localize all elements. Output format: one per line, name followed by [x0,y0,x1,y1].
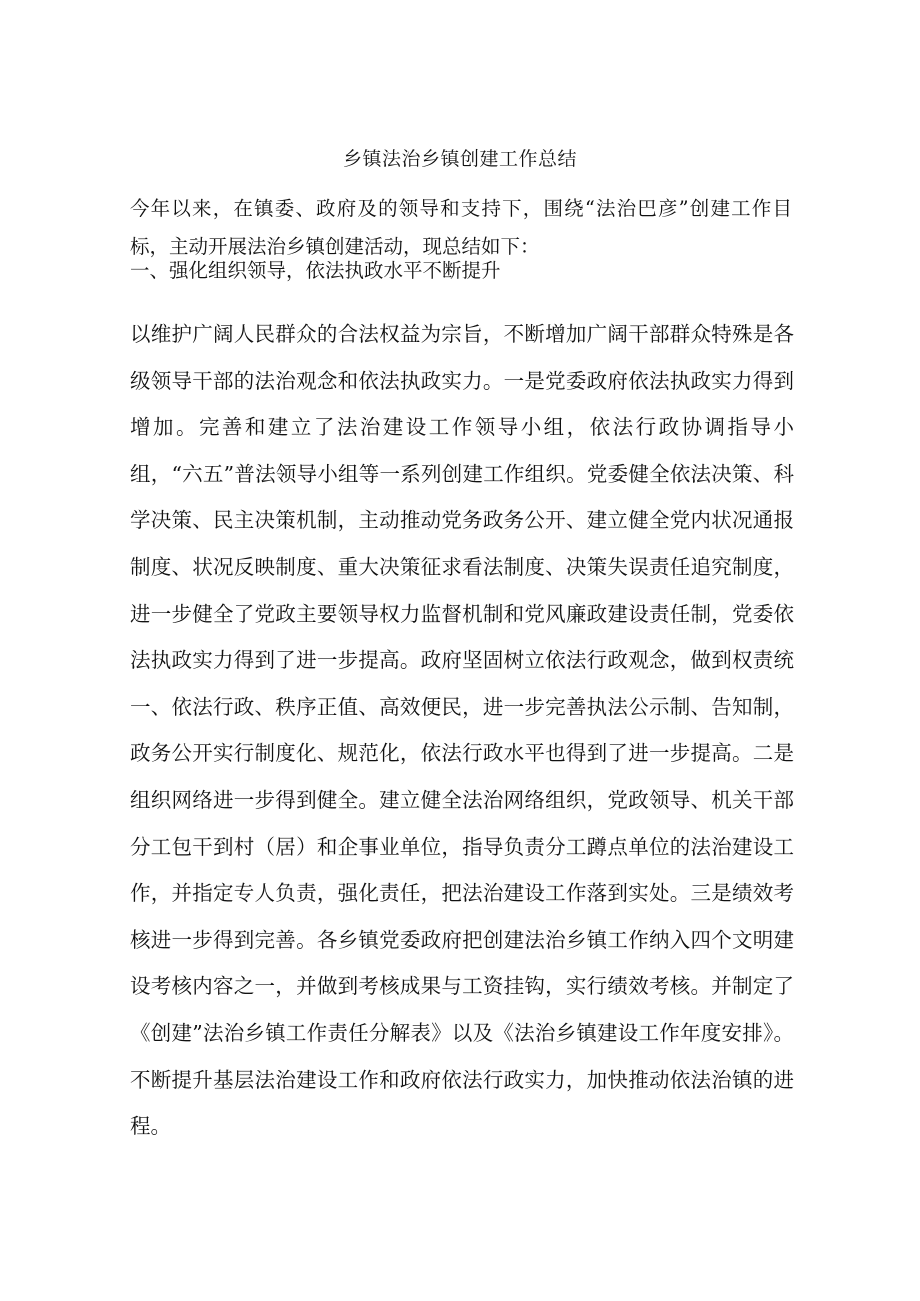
section-heading: 一、强化组织领导，依法执政水平不断提升 [130,259,501,282]
document-title: 乡镇法治乡镇创建工作总结 [342,148,577,170]
intro-paragraph: 今年以来，在镇委、政府及的领导和支持下，围绕“法治巴彦”创建工作目标，主动开展法治乡镇创建活动，现总结如下： [130,197,792,258]
body-paragraph: 以维护广阔人民群众的合法权益为宗旨，不断增加广阔干部群众特殊是各级领导干部的法治观念和依法执政实力。一是党委政府依法执政实力得到增加。完善和建立了法治建设工作领导小组，依法行政协调指导小组，“六五”普法领导小组等一系列创建工作组织。党委健全依法决策、科学决策、民主决策机制，主动推动党务政务公开、建立健全党内状况通报制度、状况反映制度、重大决策征求看法制度、决策失误责任追究制度，进一步健全了党政主要领导权力监督机制和党风廉政建设责任制，党委依法执政实力得到了进一步提高。政府坚固树立依法行政观念，做到权责统一、依法行政、秩序正值、高效便民，进一步完善执法公示制、告知制，政务公开实行制度化、规范化，依法行政水平也得到了进一步提高。二是组织网络进一步得到健全。建立健全法治网络组织，党政领导、机关干部分工包干到村（居）和企事业单位，指导负责分工蹲点单位的法治建设工作，并指定专人负责，强化责任，把法治建设工作落到实处。三是绩效考核进一步得到完善。各乡镇党委政府把创建法治乡镇工作纳入四个文明建设考核内容之一，并做到考核成果与工资挂钩，实行绩效考核。并制定了《创建”法治乡镇工作责任分解表》以及《法治乡镇建设工作年度安排》。不断提升基层法治建设工作和政府依法行政实力，加快推动依法治镇的进程。 [130,322,794,1139]
